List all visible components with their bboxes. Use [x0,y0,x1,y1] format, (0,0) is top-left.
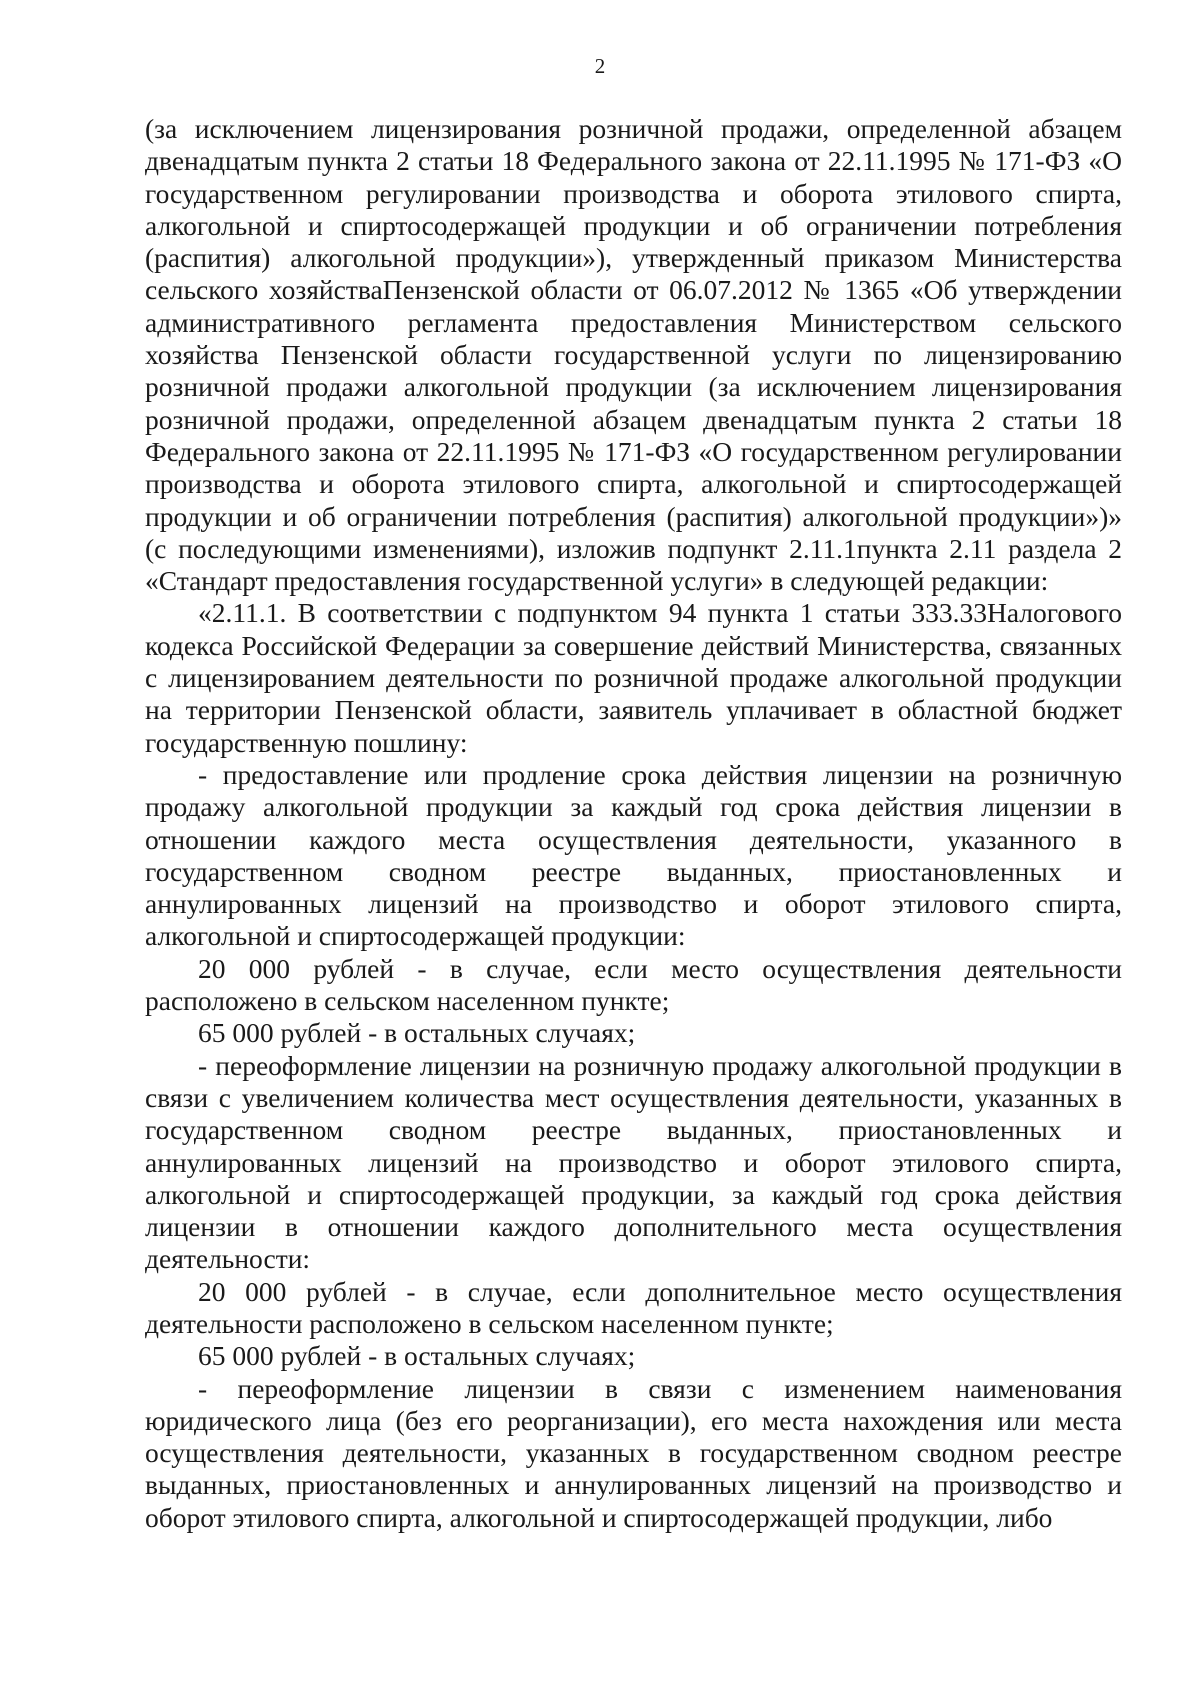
paragraph-fee-rural-additional: 20 000 рублей - в случае, если дополнительное место осуществления деятельности расположено в сельском населенном пункте; [145,1275,1122,1339]
paragraph-issuance-extension: - предоставление или продление срока действия лицензии на розничную продажу алкогольной продукции за каждый год срока действия лицензии в отношении каждого места осуществления деятельности, указанного в государственном сводном реестре выданных, приостановленных и аннулированных лицензий на производство и оборот этилового спирта, алкогольной и спиртосодержащей продукции: [145,758,1122,952]
paragraph-2-11-1: «2.11.1. В соответствии с подпунктом 94 пункта 1 статьи 333.33Налогового кодекса Российской Федерации за совершение действий Министерства, связанных с лицензированием деятельности по розничной продаже алкогольной продукции на территории Пензенской области, заявитель уплачивает в областной бюджет государственную пошлину: [145,597,1122,758]
paragraph-amended-order: (за исключением лицензирования розничной продажи, определенной абзацем двенадцатым пункта 2 статьи 18 Федерального закона от 22.11.1995 № 171-ФЗ «О государственном регулировании производства и оборота этилового спирта, алкогольной и спиртосодержащей продукции и об ограничении потребления (распития) алкогольной продукции»), утвержденный приказом Министерства сельского хозяйстваПензенской области от 06.07.2012 № 1365 «Об утверждении административного регламента предоставления Министерством сельского хозяйства Пензенской области государственной услуги по лицензированию розничной продажи алкогольной продукции (за исключением лицензирования розничной продажи, определенной абзацем двенадцатым пункта 2 статьи 18 Федерального закона от 22.11.1995 № 171-ФЗ «О государственном регулировании производства и оборота этилового спирта, алкогольной и спиртосодержащей продукции и об ограничении потребления (распития) алкогольной продукции»)» (с последующими изменениями), изложив подпункт 2.11.1пункта 2.11 раздела 2 «Стандарт предоставления государственной услуги» в следующей редакции: [145,113,1122,597]
page-number: 2 [594,54,606,78]
document-body [145,113,1122,1534]
paragraph-reissue-name-change: - переоформление лицензии в связи с изменением наименования юридического лица (без его реорганизации), его места нахождения или места осуществления деятельности, указанных в государственном сводном реестре выданных, приостановленных и аннулированных лицензий на производство и оборот этилового спирта, алкогольной и спиртосодержащей продукции, либо [145,1372,1122,1533]
paragraph-reissue-additional-places: - переоформление лицензии на розничную продажу алкогольной продукции в связи с увеличением количества мест осуществления деятельности, указанных в государственном сводном реестре выданных, приостановленных и аннулированных лицензий на производство и оборот этилового спирта, алкогольной и спиртосодержащей продукции, за каждый год срока действия лицензии в отношении каждого дополнительного места осуществления деятельности: [145,1049,1122,1275]
paragraph-fee-rural: 20 000 рублей - в случае, если место осуществления деятельности расположено в сельском населенном пункте; [145,952,1122,1017]
paragraph-fee-other: 65 000 рублей - в остальных случаях; [198,1017,636,1049]
paragraph-fee-other-additional: 65 000 рублей - в остальных случаях; [198,1340,636,1372]
